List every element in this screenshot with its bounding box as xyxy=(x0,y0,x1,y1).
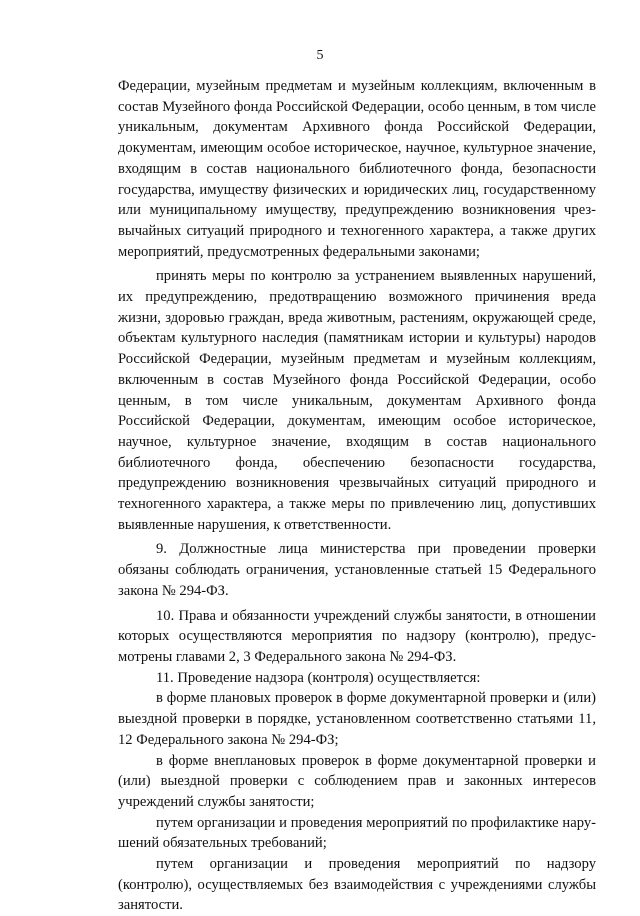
paragraph-prevention-measures: путем организации и проведения мероприятий по профилактике нарушений обязательных требований; xyxy=(118,814,596,852)
paragraph-planned-inspections: в форме плановых проверок в форме документарной проверки и (или) выездной проверки в порядке, установленном соответственно статьями 11, 12 Федерального закона № 294-ФЗ; xyxy=(118,690,596,748)
paragraph-measures: принять меры по контролю за устранением выявленных нарушений, их предупреждению, предотвращению возможного причинения вреда жизни, здоровью граждан, вреда животным, растениям, окружающей среде, объектам культурного наследия (памятникам истории и культуры) народов Российской Федерации, музейным предметам и музейным коллекциям, включенным в состав Музейного фонда Российской Федерации, особо ценным, в том числе уникальным, документам Архивного фонда Российской Федерации, документам, имеющим особое историческое, научное, культурное значение, входящим в состав национального библиотечного фонда, обеспечению безопасности государства, предупреждению возникновения чрезвычайных ситуаций природного и техногенного характера, а также меры по привлечению лиц, допустивших выявленные нарушения, к ответственности. xyxy=(118,268,596,533)
paragraph-item-9: 9. Должностные лица министерства при проведении проверки обязаны соблюдать ограничения, установленные статьей 15 Федерального закона № 294-ФЗ. xyxy=(118,541,596,599)
paragraph-item-11: 11. Проведение надзора (контроля) осуществляется: xyxy=(156,669,481,686)
paragraph-item-10: 10. Права и обязанности учреждений службы занятости, в отношении которых осуществляются мероприятия по надзору (контролю), предусмотрены главами 2, 3 Федерального закона № 294-ФЗ. xyxy=(118,607,596,665)
paragraph-unplanned-inspections: в форме внеплановых проверок в форме документарной проверки и (или) выездной проверки с соблюдением прав и законных интересов учреждений службы занятости; xyxy=(118,752,596,810)
paragraph-supervision-measures: путем организации и проведения мероприятий по надзору (контролю), осуществляемых без взаимодействия с учреждениями службы занятости. xyxy=(118,856,596,914)
paragraph-continuation-list: Федерации, музейным предметам и музейным коллекциям, включенным в состав Музейного фонда Российской Федерации, особо ценным, в том числе уникальным, документам Архивного фонда Российской Федерации, документам, имеющим особое историческое, научное, культурное значение, входящим в состав национального библиотечного фонда, безопасности государства, имуществу физических и юридических лиц, государственному или муниципальному имуществу, предупреждению возникновения чрезвычайных ситуаций природного и техногенного характера, а также других мероприятий, предусмотренных федеральными законами; xyxy=(118,78,596,260)
document-body xyxy=(118,76,596,916)
page-number: 5 xyxy=(316,48,324,63)
